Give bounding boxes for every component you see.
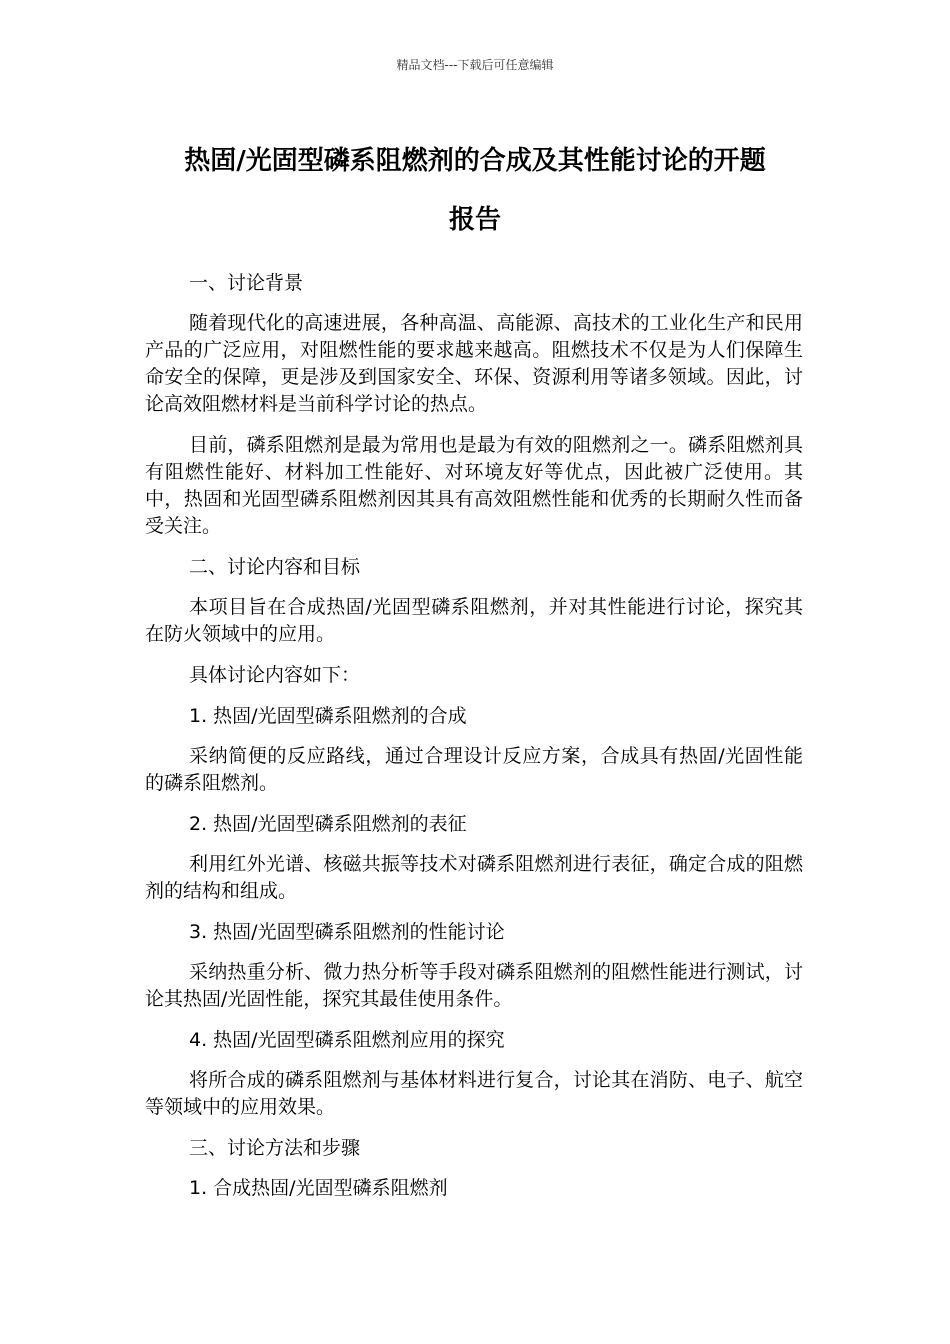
- subheading-performance: 3. 热固/光固型磷系阻燃剂的性能讨论: [189, 921, 505, 943]
- paragraph-content-intro: 具体讨论内容如下：: [189, 664, 361, 686]
- document-body: [145, 270, 803, 1215]
- document-title-line-1: 热固/光固型磷系阻燃剂的合成及其性能讨论的开题: [184, 146, 766, 176]
- header-note: 精品文档---下载后可任意编辑: [396, 58, 554, 72]
- paragraph-background-2: 目前，磷系阻燃剂是最为常用也是最为有效的阻燃剂之一。磷系阻燃剂具有阻燃性能好、材料加工性能好、对环境友好等优点，因此被广泛使用。其中，热固和光固型磷系阻燃剂因其具有高效阻燃性能和优秀的长期耐久性而备受关注。: [145, 434, 803, 537]
- section-heading-content-goals: 二、讨论内容和目标: [189, 556, 361, 578]
- paragraph-background-1: 随着现代化的高速进展，各种高温、高能源、高技术的工业化生产和民用产品的广泛应用，对阻燃性能的要求越来越高。阻燃技术不仅是为人们保障生命安全的保障，更是涉及到国家安全、环保、资源利用等诸多领域。因此，讨论高效阻燃材料是当前科学讨论的热点。: [145, 312, 803, 415]
- subheading-method-synthesis: 1. 合成热固/光固型磷系阻燃剂: [189, 1177, 448, 1199]
- paragraph-project-aim: 本项目旨在合成热固/光固型磷系阻燃剂，并对其性能进行讨论，探究其在防火领域中的应用。: [145, 596, 803, 645]
- subheading-synthesis: 1. 热固/光固型磷系阻燃剂的合成: [189, 705, 467, 727]
- section-heading-background: 一、讨论背景: [189, 272, 304, 294]
- document-title: [145, 132, 805, 250]
- section-heading-methods: 三、讨论方法和步骤: [189, 1137, 361, 1159]
- paragraph-application: 将所合成的磷系阻燃剂与基体材料进行复合，讨论其在消防、电子、航空等领域中的应用效果。: [145, 1069, 803, 1118]
- paragraph-characterization: 利用红外光谱、核磁共振等技术对磷系阻燃剂进行表征，确定合成的阻燃剂的结构和组成。: [145, 853, 803, 902]
- subheading-application: 4. 热固/光固型磷系阻燃剂应用的探究: [189, 1029, 505, 1051]
- paragraph-performance: 采纳热重分析、微力热分析等手段对磷系阻燃剂的阻燃性能进行测试，讨论其热固/光固性能，探究其最佳使用条件。: [145, 961, 803, 1010]
- document-title-line-2: 报告: [448, 205, 501, 235]
- paragraph-synthesis: 采纳简便的反应路线，通过合理设计反应方案，合成具有热固/光固性能的磷系阻燃剂。: [145, 745, 803, 794]
- subheading-characterization: 2. 热固/光固型磷系阻燃剂的表征: [189, 813, 467, 835]
